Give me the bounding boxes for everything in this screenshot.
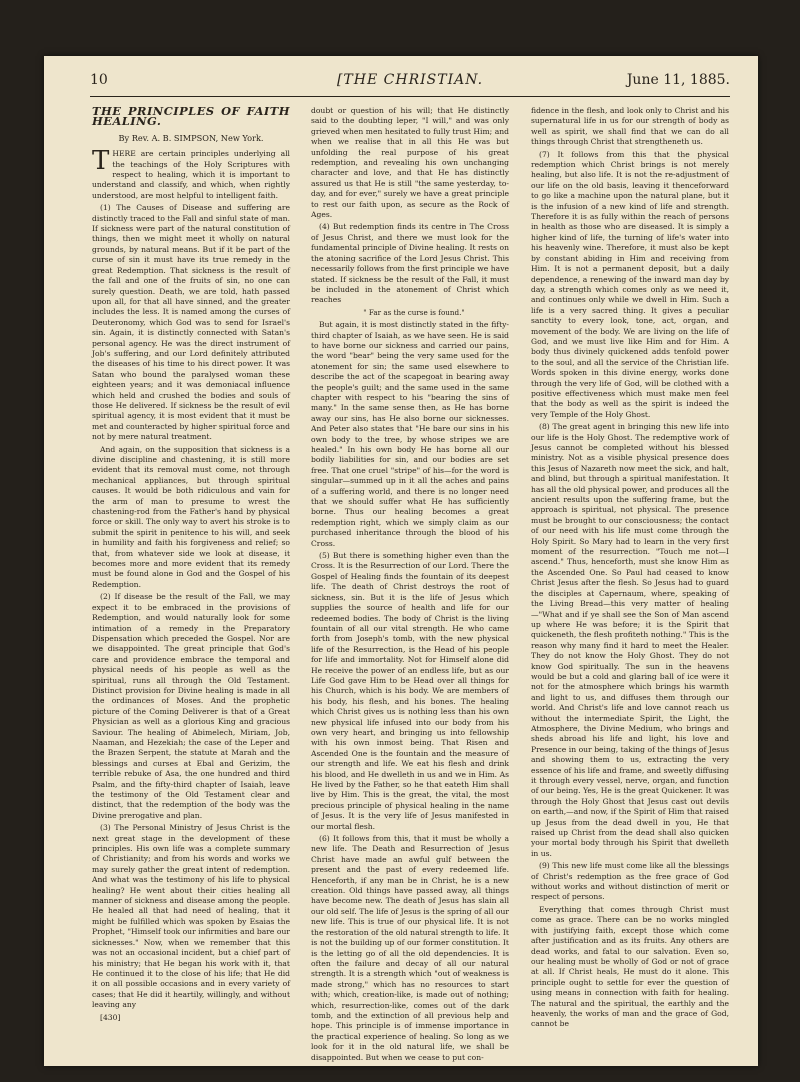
paragraph: (4) But redemption finds its centre in The Cross of Jesus Christ, and there we must look for the fundamental principle of Divine healing. It rests on the atoning sacrifice of the Lord Jesus Christ. This necessarily follows from the first principle we have stated. If sickness be the result of the Fall, it must be included in the atonement of Christ which reaches xyxy=(311,222,509,305)
paragraph: fidence in the flesh, and look only to Christ and his supernatural life in us for our strength of body as well as spirit, we shall find that we can do all things through Christ that strengtheneth us. xyxy=(531,106,729,147)
paragraph: (8) The great agent in bringing this new life into our life is the Holy Ghost. The redemptive work of Jesus cannot be completed without his blessed ministry. Not as a visible physical presence does this Jesus of Nazareth now meet the sick, and halt, and blind, but through a spiritual manifestation. It has all the old physical power, and produces all the ancient results upon the suffering frame, but the approach is spiritual, not physical. The presence must be brought to our consciousness; the contact of our need with his life must come through the Holy Spirit. So Mary had to learn in the very first moment of the resurrection. "Touch me not—I ascend." Thus, henceforth, must she know Him as the Ascended One. So Paul had ceased to know Christ Jesus after the flesh. So Jesus had to guard the disciples at Capernaum, where, speaking of the Living Bread—this very matter of healing—"What and if ye shall see the Son of Man ascend up where He was before; it is the Spirit that quickeneth, the flesh profiteth nothing." This is the reason why many find it hard to meet the Healer. They do not know the Holy Ghost. They do not know God spiritually. The sun in the heavens would be but a cold and glaring ball of ice were it not for the atmosphere which brings his warmth and light to us, and diffuses them through our world. And Christ's life and love cannot reach us without the intermediate Spirit, the Light, the Atmosphere, the Divine Medium, who brings and sheds abroad his life and light, his love and Presence in our being, taking of the things of Jesus and showing them to us, extracting the very essence of his life and frame, and sweetly diffusing it through every vessel, nerve, organ, and function of our being. Yes, He is the great Quickener. It was through the Holy Ghost that Jesus cast out devils on earth,—and now, if the Spirit of Him that raised up Jesus from the dead dwell in you, He that raised up Christ from the dead shall also quicken your mortal body through his Spirit that dwelleth in us. xyxy=(531,422,729,858)
page-folio: [430] xyxy=(100,1012,121,1022)
paragraph: (2) If disease be the result of the Fall, we may expect it to be embraced in the provisions of Redemption, and would naturally look for some intimation of a remedy in the Preparatory Dispensation which preceded the Gospel. Nor are we disappointed. The great principle that God's care and providence embrace the temporal and physical needs of his people as well as the spiritual, runs all through the Old Testament. Distinct provision for Divine healing is made in all the ordinances of Moses. And the prophetic picture of the Coming Deliverer is that of a Great Physician as well as a glorious King and gracious Saviour. The healing of Abimelech, Miriam, Job, Naaman, and Hezekiah; the case of the Leper and the Brazen Serpent, the statute at Marah and the blessings and curses at Ebal and Gerizim, the terrible rebuke of Asa, the one hundred and third Psalm, and the fifty-third chapter of Isaiah, leave the testimony of the Old Testament clear and distinct, that the redemption of the body was the Divine prerogative and plan. xyxy=(92,592,290,820)
column-1 xyxy=(92,106,290,1046)
journal-title: [THE CHRISTIAN. xyxy=(336,72,484,88)
article-title: THE PRINCIPLES OF FAITH HEALING. xyxy=(92,104,290,129)
paragraph: (1) The Causes of Disease and suffering are distinctly traced to the Fall and sinful state of man. If sickness were part of the natural constitution of things, then we might meet it wholly on natural grounds, by natural means. But if it be part of the curse of sin it must have its true remedy in the great Redemption. That sickness is the result of the fall and one of the fruits of sin, no one can surely question. Death, we are told, hath passed upon all, for that all have sinned, and the greater includes the less. It is named among the curses of Deuteronomy, which God was to send for Israel's sin. Again, it is distinctly connected with Satan's personal agency. He was the direct instrument of Job's suffering, and our Lord definitely attributed the diseases of his time to his direct power. It was Satan who bound the paralysed woman these eighteen years; and it was demoniacal influence which held and crushed the bodies and souls of those He delivered. If sickness be the result of evil spiritual agency, it is most evident that it must be met and counteracted by higher spiritual force and not by mere natural treatment. xyxy=(92,203,290,442)
paragraph: doubt or question of his will; that He distinctly said to the doubting leper, "I will," and was only grieved when men hesitated to fully trust Him; and when we realise that in all this He was but unfolding the real purpose of his great redemption, and revealing his own unchanging character and love, and that He has distinctly assured us that He is still "the same yesterday, to-day, and for ever," surely we have a great principle to rest our faith upon, as secure as the Rock of Ages. xyxy=(311,106,509,220)
drop-cap: T xyxy=(92,146,110,177)
newspaper-page xyxy=(44,56,758,1066)
column-3 xyxy=(531,106,729,1046)
paragraph: (9) This new life must come like all the blessings of Christ's redemption as the free grace of God without works and without distinction of merit or respect of persons. xyxy=(531,861,729,902)
header-rule xyxy=(90,96,730,97)
paragraph: Everything that comes through Christ must come as grace. There can be no works mingled with justifying faith, except those which come after justification and as its fruits. Any others are dead works, and fatal to our salvation. Even so, our healing must be wholly of God or not of grace at all. If Christ heals, He must do it alone. This principle ought to settle for ever the question of using means in connection with faith for healing. The natural and the spiritual, the earthly and the heavenly, the works of man and the grace of God, cannot be xyxy=(531,904,729,1029)
paragraph: (5) But there is something higher even than the Cross. It is the Resurrection of our Lord. There the Gospel of Healing finds the fountain of its deepest life. The death of Christ destroys the root of sickness, sin. But it is the life of Jesus which supplies the source of health and life for our redeemed bodies. The body of Christ is the living fountain of all our vital strength. He who came forth from Joseph's tomb, with the new physical life of the Resurrection, is the Head of his people for life and immortality. Not for Himself alone did He receive the power of an endless life, but as our Life God gave Him to be Head over all things for his Church, which is his body. We are members of his body, his flesh, and his bones. The healing which Christ gives us is nothing less than his own new physical life infused into our body from his own very heart, and bringing us into fellowship with his own inmost being. That Risen and Ascended One is the fountain and the measure of our strength and life. We eat his flesh and drink his blood, and He dwelleth in us and we in Him. As He lived by the Father, so he that eateth Him shall live by Him. This is the great, the vital, the most precious principle of physical healing in the name of Jesus. It is the very life of Jesus manifested in our mortal flesh. xyxy=(311,551,509,831)
paragraph: And again, on the supposition that sickness is a divine discipline and chastening, it is still more evident that its removal must come, not through mechanical appliances, but through spiritual causes. It would be both ridiculous and vain for the arm of man to presume to wrest the chastening-rod from the Father's hand by physical force or skill. The only way to avert his stroke is to submit the spirit in penitence to his will, and seek in humility and faith his forgiveness and relief; so that, from whatever side we look at disease, it becomes more and more evident that its remedy must be found alone in God and the Gospel of his Redemption. xyxy=(92,444,290,589)
paragraph: (6) It follows from this, that it must be wholly a new life. The Death and Resurrection of Jesus Christ have made an awful gulf between the present and the past of every redeemed life. Henceforth, if any man be in Christ, he is a new creation. Old things have passed away, all things have become new. The death of Jesus has slain all our old self. The life of Jesus is the spring of all our new life. This is true of our physical life. It is not the restoration of the old natural strength to life. It is not the building up of our former constitution. It is the letting go of all the old dependencies. It is often the failure and decay of all our natural strength. It is a strength which "out of weakness is made strong," which has no resources to start with; which, creation-like, is made out of nothing; which, resurrection-like, comes out of the dark tomb, and the extinction of all previous help and hope. This principle is of immense importance in the practical experience of healing. So long as we look for it in the old natural life, we shall be disappointed. But when we cease to put con- xyxy=(311,834,509,1062)
paragraph: THERE are certain principles underlying all the teachings of the Holy Scriptures with respect to healing, which it is important to understand and classify, and which, when rightly understood, are most helpful to intelligent faith. xyxy=(92,146,290,200)
paragraph: (3) The Personal Ministry of Jesus Christ is the next great stage in the development of these principles. His own life was a complete summary of Christianity; and from his words and works we may surely gather the great intent of redemption. And what was the testimony of his life to physical healing? He went about their cities healing all manner of sickness and disease among the people. He healed all that had need of healing, that it might be fulfilled which was spoken by Esaias the Prophet, "Himself took our infirmities and bare our sicknesses." Now, when we remember that this was not an occasional incident, but a chief part of his ministry; that He began his work with it, that He continued it to the close of his life; that He did it on all possible occasions and in every variety of cases; that He did it heartily, willingly, and without leaving any xyxy=(92,823,290,1010)
column-2 xyxy=(311,106,509,1062)
issue-date: June 11, 1885. xyxy=(626,72,730,88)
paragraph: But again, it is most distinctly stated in the fifty-third chapter of Isaiah, as we have seen. He is said to have borne our sickness and carried our pains, the word "bear" being the very same used for the atonement for sin; the same used elsewhere to describe the act of the scapegoat in bearing away the people's guilt; and the same used in the same chapter with respect to his "bearing the sins of many." In the same sense then, as He has borne away our sins, has He also borne our sicknesses. And Peter also states that "He bare our sins in his own body to the tree, by whose stripes we are healed." In his own body He has borne all our bodily liabilities for sin, and our bodies are set free. That one cruel "stripe" of his—for the word is singular—summed up in it all the aches and pains of a suffering world, and there is no longer need that we should suffer what He has sufficiently borne. Thus our healing becomes a great redemption right, which we simply claim as our purchased inheritance through the blood of his Cross. xyxy=(311,320,509,548)
quotation: " Far as the curse is found." xyxy=(363,307,465,317)
paragraph: (7) It follows from this that the physical redemption which Christ brings is not merely healing, but also life. It is not the re-adjustment of our life on the old basis, leaving it thenceforward to go like a machine upon the natural plane, but it is the infusion of a new kind of life and strength. Therefore it is as fully within the reach of persons in health as those who are diseased. It is simply a higher kind of life, the turning of life's water into his heavenly wine. Therefore, it must also be kept by constant abiding in Him and receiving from Him. It is not a permanent deposit, but a daily dependence, a renewing of the inward man day by day, a strength which comes only as we need it, and continues only while we dwell in Him. Such a life is a very sacred thing. It gives a peculiar sanctity to every look, tone, act, organ, and movement of the body. We are living on the life of God, and we must live like Him and for Him. A body thus divinely quickened adds tenfold power to the soul, and all the service of the Christian life. Words spoken in this divine energy, works done through the very life of God, will be clothed with a positive effectiveness which must make men feel that the body as well as the spirit is indeed the very Temple of the Holy Ghost. xyxy=(531,149,729,419)
page-number: 10 xyxy=(90,72,108,88)
page-header xyxy=(90,72,730,94)
article-byline: By Rev. A. B. SIMPSON, New York. xyxy=(118,132,264,143)
